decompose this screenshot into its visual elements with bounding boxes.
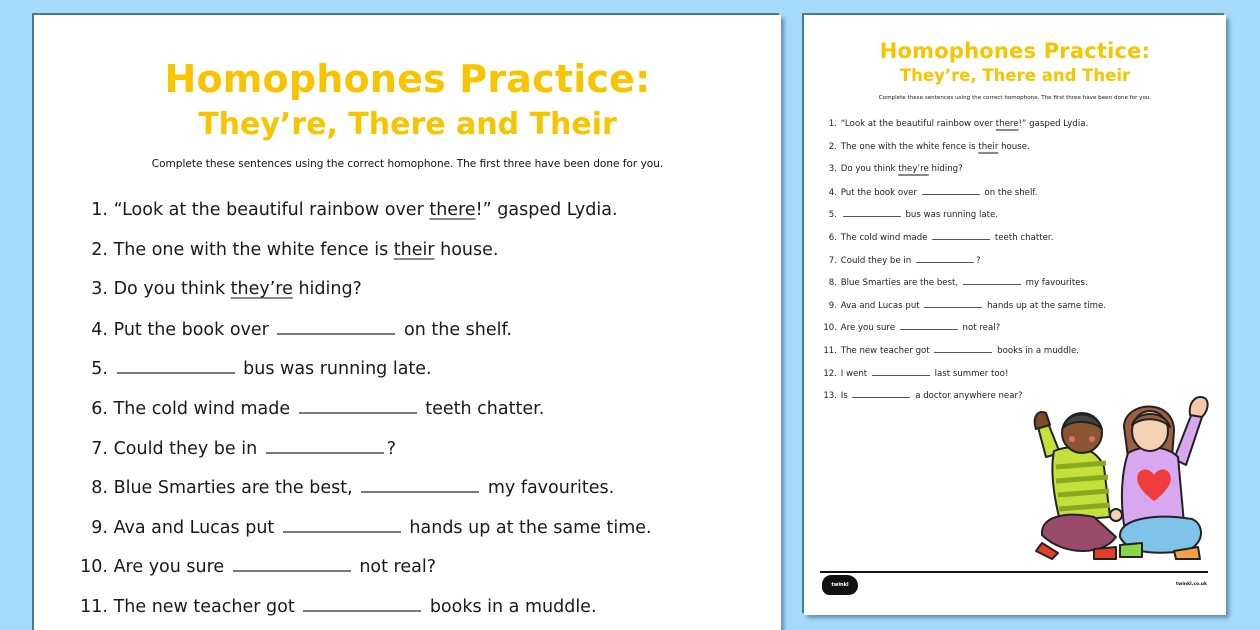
question-item	[76, 198, 652, 238]
worksheet-instructions: Complete these sentences using the correct homophone. The first three have been done for you.	[878, 95, 1152, 101]
question-text-before: The one with the white fence is	[840, 141, 979, 152]
question-item	[76, 436, 652, 476]
worksheet-instructions: Complete these sentences using the correct homophone. The first three have been done for you.	[151, 158, 664, 170]
question-number: 7.	[828, 255, 837, 266]
answer-blank[interactable]	[277, 317, 395, 335]
question-text-before: Put the book over	[840, 187, 920, 198]
question-text-after: not real?	[353, 557, 437, 578]
question-text-after: my favourites.	[1022, 278, 1088, 289]
question-text-before: Blue Smarties are the best,	[113, 478, 359, 499]
question-number: 9.	[828, 300, 837, 311]
answer-blank[interactable]	[932, 231, 990, 240]
answer-blank[interactable]	[283, 515, 401, 533]
question-item	[822, 118, 1106, 141]
question-text-after: bus was running late.	[902, 210, 999, 221]
question-number: 6.	[91, 398, 108, 419]
question-text-before: Are you sure	[840, 323, 898, 334]
question-number: 5.	[828, 210, 837, 221]
answer-blank[interactable]	[233, 554, 351, 572]
footer-divider	[820, 571, 1208, 573]
question-text-before: Could they be in	[113, 438, 263, 459]
answer-blank[interactable]	[900, 321, 958, 330]
question-number: 11.	[823, 345, 837, 356]
worksheet-subtitle: They’re, There and Their	[899, 66, 1131, 85]
question-text-before: Is	[840, 391, 851, 402]
answer-blank[interactable]	[303, 594, 421, 612]
filled-answer: there	[995, 119, 1019, 129]
answer-blank[interactable]	[299, 396, 417, 414]
question-number: 4.	[91, 319, 108, 340]
question-item	[822, 276, 1106, 299]
question-text-after: my favourites.	[482, 478, 615, 499]
question-text-after: ?	[386, 438, 397, 459]
answer-blank[interactable]	[361, 475, 479, 493]
question-text-after: last summer too!	[931, 368, 1009, 379]
question-text-after: hiding?	[292, 279, 362, 300]
question-text-after: on the shelf.	[981, 187, 1038, 198]
worksheet-subtitle: They’re, There and Their	[198, 107, 617, 142]
question-number: 11.	[80, 596, 108, 617]
question-number: 8.	[91, 478, 108, 499]
question-number: 1.	[91, 200, 108, 220]
question-text-after: books in a muddle.	[424, 596, 597, 617]
question-text-after: !” gasped Lydia.	[475, 200, 618, 220]
question-text-after: house.	[434, 239, 499, 260]
question-list	[822, 118, 1106, 412]
answer-blank[interactable]	[916, 254, 974, 263]
question-item	[822, 321, 1106, 344]
question-item	[822, 344, 1106, 367]
worksheet-title: Homophones Practice:	[879, 39, 1151, 63]
answer-blank[interactable]	[872, 367, 930, 376]
question-text-after: hiding?	[928, 164, 963, 175]
question-text-before: The one with the white fence is	[113, 239, 394, 260]
question-item	[76, 515, 652, 555]
question-text-before: Ava and Lucas put	[840, 300, 923, 311]
answer-blank[interactable]	[117, 356, 235, 374]
question-item	[822, 208, 1106, 231]
question-text-before: The new teacher got	[113, 596, 301, 617]
twinkl-logo-icon: twinkl	[822, 575, 858, 595]
question-text-after: bus was running late.	[237, 359, 432, 380]
question-text-before: Are you sure	[113, 557, 230, 578]
answer-blank[interactable]	[843, 208, 901, 217]
question-item	[822, 141, 1106, 164]
question-item	[76, 554, 652, 594]
question-text-before: Do you think	[113, 279, 231, 300]
answer-blank[interactable]	[852, 389, 910, 398]
question-number: 10.	[80, 557, 108, 578]
question-text-after: ?	[975, 255, 981, 266]
question-text-before: Blue Smarties are the best,	[840, 278, 961, 289]
question-text-before: Could they be in	[840, 255, 914, 266]
question-text-after: hands up at the same time.	[984, 300, 1107, 311]
question-text-after: a doctor anywhere near?	[912, 391, 1023, 402]
question-item	[76, 356, 652, 396]
question-text-after: teeth chatter.	[419, 398, 545, 419]
question-number: 3.	[91, 279, 108, 300]
filled-answer: their	[978, 141, 999, 152]
question-item	[822, 254, 1106, 277]
worksheet-page-large	[34, 15, 781, 630]
filled-answer: their	[393, 239, 435, 260]
question-text-after: books in a muddle.	[994, 345, 1079, 356]
worksheet-title: Homophones Practice:	[164, 57, 651, 101]
question-number: 4.	[828, 187, 837, 198]
answer-blank[interactable]	[963, 276, 1021, 285]
question-list	[76, 198, 652, 630]
question-number: 6.	[828, 232, 837, 243]
question-text-before: The cold wind made	[113, 398, 296, 419]
question-text-before: Put the book over	[113, 319, 275, 340]
question-item	[76, 475, 652, 515]
question-text-before: The cold wind made	[840, 232, 931, 243]
question-text-before: “Look at the beautiful rainbow over	[840, 119, 996, 129]
filled-answer: they’re	[898, 164, 929, 175]
question-item	[822, 231, 1106, 254]
question-number: 2.	[828, 141, 837, 152]
question-number: 9.	[91, 517, 108, 538]
question-number: 12.	[823, 368, 837, 379]
answer-blank[interactable]	[922, 186, 980, 195]
question-text-before: “Look at the beautiful rainbow over	[113, 200, 430, 220]
filled-answer: they’re	[230, 279, 293, 300]
answer-blank[interactable]	[266, 436, 384, 454]
question-item	[76, 277, 652, 317]
question-number: 1.	[828, 119, 837, 129]
question-item	[822, 367, 1106, 390]
question-item	[76, 238, 652, 278]
question-text-after: house.	[998, 141, 1030, 152]
children-illustration-icon	[1024, 387, 1214, 571]
question-text-before: Ava and Lucas put	[113, 517, 280, 538]
question-text-before: The new teacher got	[840, 345, 933, 356]
question-number: 10.	[823, 323, 837, 334]
question-text-after: hands up at the same time.	[403, 517, 652, 538]
question-text-after: on the shelf.	[398, 319, 512, 340]
question-number: 5.	[91, 359, 108, 380]
question-number: 8.	[828, 278, 837, 289]
question-number: 3.	[828, 164, 837, 175]
worksheet-page-small	[804, 15, 1226, 615]
footer-url: twinkl.co.uk	[1176, 582, 1207, 587]
question-item	[822, 299, 1106, 322]
question-number: 2.	[91, 239, 108, 260]
question-text-after: not real?	[959, 323, 1001, 334]
question-number: 13.	[823, 391, 837, 402]
question-text-after: !” gasped Lydia.	[1018, 119, 1089, 129]
answer-blank[interactable]	[924, 299, 982, 308]
question-item	[76, 594, 652, 630]
question-item	[76, 317, 652, 357]
question-item	[822, 163, 1106, 186]
question-number: 7.	[91, 438, 108, 459]
filled-answer: there	[429, 200, 476, 220]
question-text-after: teeth chatter.	[992, 232, 1054, 243]
question-item	[76, 396, 652, 436]
question-text-before: I went	[840, 368, 870, 379]
question-item	[822, 186, 1106, 209]
answer-blank[interactable]	[934, 344, 992, 353]
question-text-before: Do you think	[840, 164, 899, 175]
